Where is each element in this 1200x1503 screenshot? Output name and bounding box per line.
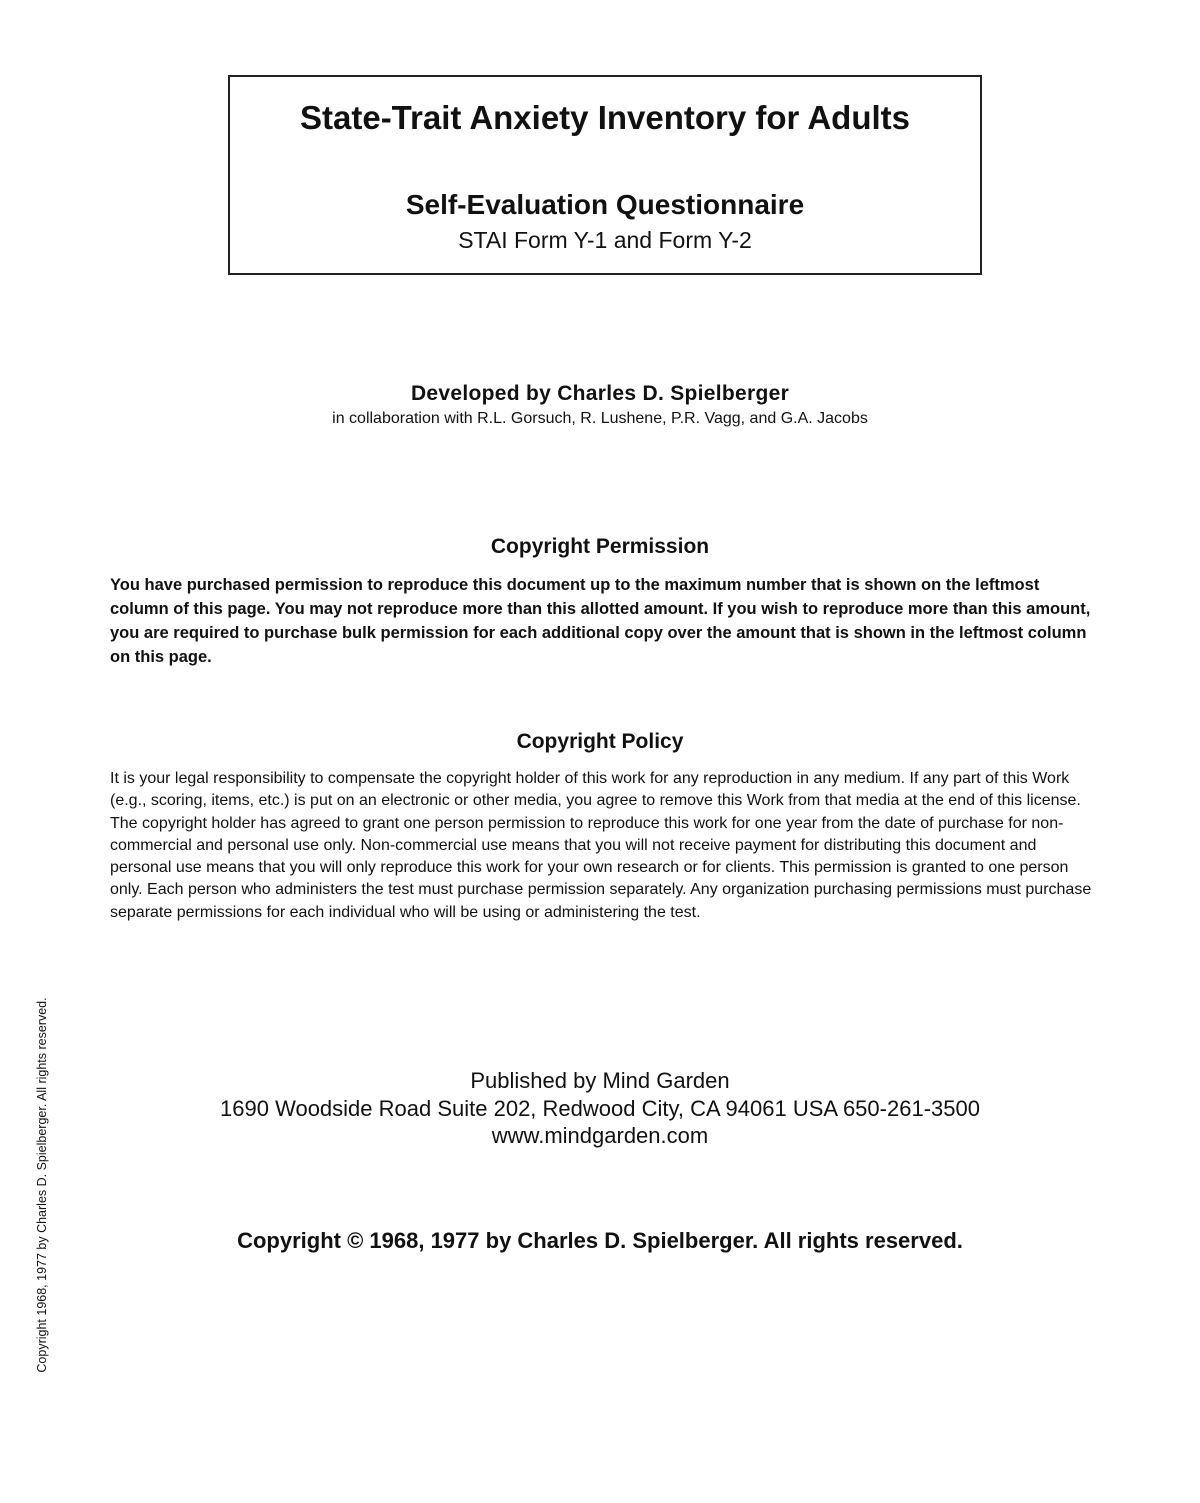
side-copyright-notice: Copyright 1968, 1977 by Charles D. Spielberger. All rights reserved.	[35, 997, 49, 1373]
questionnaire-title: Self-Evaluation Questionnaire	[405, 189, 805, 220]
copyright-notice: Copyright © 1968, 1977 by Charles D. Spielberger. All rights reserved.	[237, 1228, 963, 1253]
document-title: State-Trait Anxiety Inventory for Adults	[300, 99, 910, 136]
form-identifier: STAI Form Y-1 and Form Y-2	[458, 227, 752, 253]
developer-credit: Developed by Charles D. Spielberger	[410, 382, 790, 405]
publisher-name: Published by Mind Garden	[470, 1068, 730, 1093]
title-box	[228, 75, 982, 275]
policy-heading: Copyright Policy	[516, 730, 684, 753]
policy-text: It is your legal responsibility to compensate the copyright holder of this work for any reproduction in any medium. If any part of this Work (e.g., scoring, items, etc.) is put on an electronic or other media, you agree to remove this Work from that media at the end of this license. The copyright holder has agreed to grant one person permission to reproduce this work for one year from the date of purchase for non-commercial and personal use only. Non-commercial use means that you will not receive payment for distributing this document and personal use means that you will only reproduce this work for your own research or for clients. This permission is granted to one person only. Each person who administers the test must purchase permission separately. Any organization purchasing permissions must purchase separate permissions for each individual who will be using or administering the test.	[110, 770, 1092, 921]
permission-text: You have purchased permission to reproduce this document up to the maximum number that is shown on the leftmost column of this page. You may not reproduce more than this allotted amount. If you wish to reproduce more than this amount, you are required to purchase bulk permission for each additional copy over the amount that is shown in the leftmost column on this page.	[110, 576, 1091, 666]
permission-heading: Copyright Permission	[490, 535, 710, 558]
publisher-address: 1690 Woodside Road Suite 202, Redwood City, CA 94061 USA 650-261-3500	[220, 1096, 980, 1121]
collaborators: in collaboration with R.L. Gorsuch, R. Lushene, P.R. Vagg, and G.A. Jacobs	[332, 410, 868, 427]
publisher-website: www.mindgarden.com	[491, 1123, 709, 1148]
